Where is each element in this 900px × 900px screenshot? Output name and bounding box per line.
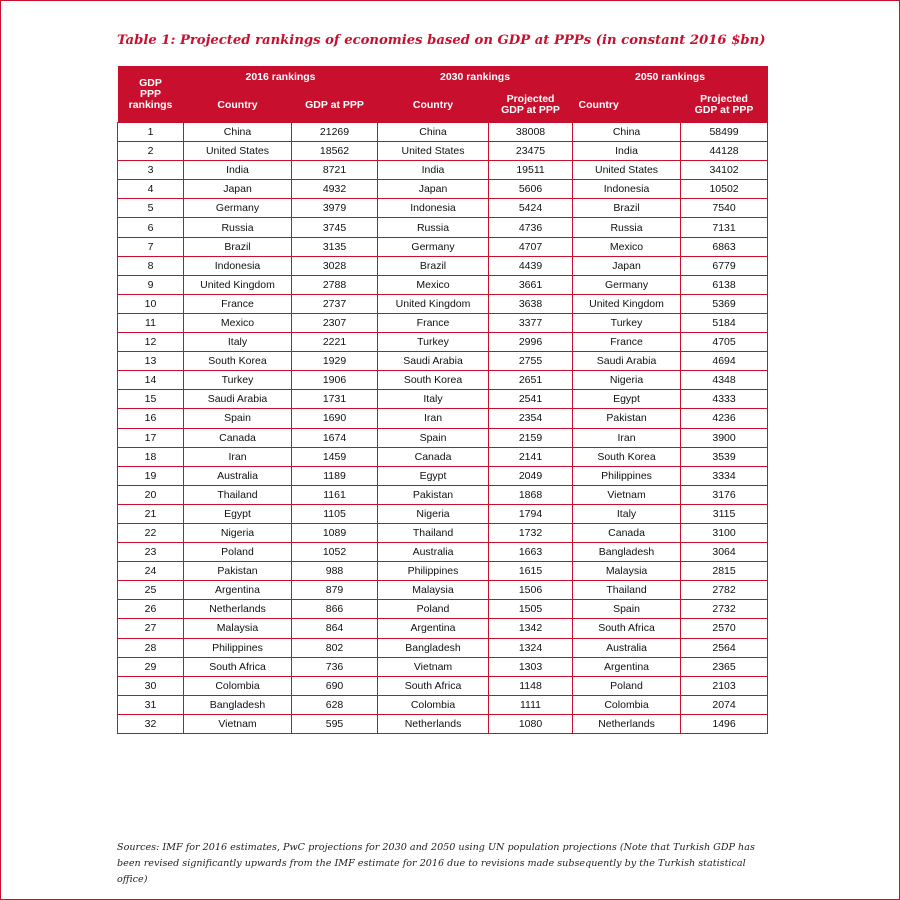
country-2016-cell: Argentina bbox=[184, 581, 292, 600]
gdp-2050-cell: 2074 bbox=[681, 695, 768, 714]
country-2050-cell: Thailand bbox=[573, 581, 681, 600]
gdp-2050-cell: 10502 bbox=[681, 180, 768, 199]
sources-note: Sources: IMF for 2016 estimates, PwC projections for 2030 and 2050 using UN population projections (Note that Turkish GDP has been revised significantly upwards from the IMF estimate for 2016 due to revisions made subsequently by the Turkish statistical office) bbox=[117, 842, 755, 885]
table-row bbox=[118, 600, 768, 619]
country-2030-cell: Australia bbox=[378, 543, 489, 562]
rank-cell: 21 bbox=[118, 504, 184, 523]
header-country-2030: Country bbox=[378, 88, 489, 123]
header-2030-rankings: 2030 rankings bbox=[378, 66, 573, 88]
country-2016-cell: South Korea bbox=[184, 352, 292, 371]
gdp-2030-cell: 1615 bbox=[489, 562, 573, 581]
table-row bbox=[118, 447, 768, 466]
country-2030-cell: Germany bbox=[378, 237, 489, 256]
rank-cell: 14 bbox=[118, 371, 184, 390]
country-2030-cell: Vietnam bbox=[378, 657, 489, 676]
country-2030-cell: Italy bbox=[378, 390, 489, 409]
country-2050-cell: Vietnam bbox=[573, 485, 681, 504]
gdp-2016-cell: 1161 bbox=[292, 485, 378, 504]
rank-cell: 18 bbox=[118, 447, 184, 466]
gdp-2030-cell: 4707 bbox=[489, 237, 573, 256]
rank-cell: 7 bbox=[118, 237, 184, 256]
gdp-2050-cell: 4236 bbox=[681, 409, 768, 428]
country-2030-cell: Indonesia bbox=[378, 199, 489, 218]
rank-cell: 11 bbox=[118, 313, 184, 332]
gdp-2016-cell: 1189 bbox=[292, 466, 378, 485]
rank-cell: 19 bbox=[118, 466, 184, 485]
gdp-2050-cell: 7540 bbox=[681, 199, 768, 218]
table-row bbox=[118, 123, 768, 142]
rank-cell: 31 bbox=[118, 695, 184, 714]
table-row bbox=[118, 638, 768, 657]
gdp-2016-cell: 8721 bbox=[292, 161, 378, 180]
rank-cell: 12 bbox=[118, 333, 184, 352]
gdp-2030-cell: 1732 bbox=[489, 523, 573, 542]
gdp-2030-cell: 1324 bbox=[489, 638, 573, 657]
country-2030-cell: Argentina bbox=[378, 619, 489, 638]
country-2030-cell: South Korea bbox=[378, 371, 489, 390]
table-row bbox=[118, 237, 768, 256]
country-2030-cell: United States bbox=[378, 142, 489, 161]
header-gdp-2050: Projected GDP at PPP bbox=[681, 88, 768, 123]
gdp-2016-cell: 1089 bbox=[292, 523, 378, 542]
country-2016-cell: Italy bbox=[184, 333, 292, 352]
gdp-2030-cell: 3377 bbox=[489, 313, 573, 332]
country-2030-cell: India bbox=[378, 161, 489, 180]
rank-cell: 32 bbox=[118, 714, 184, 733]
country-2050-cell: Colombia bbox=[573, 695, 681, 714]
country-2050-cell: Turkey bbox=[573, 313, 681, 332]
gdp-2016-cell: 3979 bbox=[292, 199, 378, 218]
table-row bbox=[118, 619, 768, 638]
country-2016-cell: Poland bbox=[184, 543, 292, 562]
gdp-2016-cell: 988 bbox=[292, 562, 378, 581]
country-2050-cell: Egypt bbox=[573, 390, 681, 409]
rank-cell: 15 bbox=[118, 390, 184, 409]
country-2030-cell: Egypt bbox=[378, 466, 489, 485]
country-2050-cell: United Kingdom bbox=[573, 294, 681, 313]
gdp-2030-cell: 1342 bbox=[489, 619, 573, 638]
rank-cell: 22 bbox=[118, 523, 184, 542]
gdp-2030-cell: 1794 bbox=[489, 504, 573, 523]
gdp-2016-cell: 1690 bbox=[292, 409, 378, 428]
gdp-2030-cell: 2755 bbox=[489, 352, 573, 371]
gdp-rankings-table bbox=[117, 66, 768, 734]
gdp-2016-cell: 1052 bbox=[292, 543, 378, 562]
table-row bbox=[118, 657, 768, 676]
header-2016-rankings: 2016 rankings bbox=[184, 66, 378, 88]
gdp-2016-cell: 628 bbox=[292, 695, 378, 714]
table-row bbox=[118, 142, 768, 161]
table-row bbox=[118, 676, 768, 695]
gdp-2016-cell: 18562 bbox=[292, 142, 378, 161]
country-2030-cell: Turkey bbox=[378, 333, 489, 352]
rank-cell: 5 bbox=[118, 199, 184, 218]
country-2030-cell: Nigeria bbox=[378, 504, 489, 523]
table-row bbox=[118, 294, 768, 313]
country-2016-cell: China bbox=[184, 123, 292, 142]
gdp-2050-cell: 44128 bbox=[681, 142, 768, 161]
rank-cell: 24 bbox=[118, 562, 184, 581]
gdp-2050-cell: 4333 bbox=[681, 390, 768, 409]
gdp-2030-cell: 23475 bbox=[489, 142, 573, 161]
country-2016-cell: Russia bbox=[184, 218, 292, 237]
country-2050-cell: Spain bbox=[573, 600, 681, 619]
country-2050-cell: Indonesia bbox=[573, 180, 681, 199]
country-2016-cell: Spain bbox=[184, 409, 292, 428]
table-row bbox=[118, 180, 768, 199]
gdp-2016-cell: 3745 bbox=[292, 218, 378, 237]
table-title: Table 1: Projected rankings of economies based on GDP at PPPs (in constant 2016 $bn) bbox=[117, 33, 766, 48]
gdp-2030-cell: 1111 bbox=[489, 695, 573, 714]
gdp-2016-cell: 866 bbox=[292, 600, 378, 619]
table-row bbox=[118, 161, 768, 180]
rank-cell: 10 bbox=[118, 294, 184, 313]
gdp-2016-cell: 1674 bbox=[292, 428, 378, 447]
gdp-2016-cell: 1929 bbox=[292, 352, 378, 371]
gdp-2050-cell: 58499 bbox=[681, 123, 768, 142]
country-2030-cell: Philippines bbox=[378, 562, 489, 581]
gdp-2016-cell: 595 bbox=[292, 714, 378, 733]
country-2030-cell: United Kingdom bbox=[378, 294, 489, 313]
country-2016-cell: Nigeria bbox=[184, 523, 292, 542]
country-2050-cell: Brazil bbox=[573, 199, 681, 218]
gdp-2016-cell: 690 bbox=[292, 676, 378, 695]
country-2016-cell: Japan bbox=[184, 180, 292, 199]
country-2016-cell: United Kingdom bbox=[184, 275, 292, 294]
gdp-2050-cell: 3334 bbox=[681, 466, 768, 485]
gdp-2050-cell: 2570 bbox=[681, 619, 768, 638]
country-2050-cell: Australia bbox=[573, 638, 681, 657]
country-2030-cell: South Africa bbox=[378, 676, 489, 695]
gdp-2050-cell: 3115 bbox=[681, 504, 768, 523]
gdp-2050-cell: 5184 bbox=[681, 313, 768, 332]
country-2030-cell: Pakistan bbox=[378, 485, 489, 504]
country-2050-cell: Italy bbox=[573, 504, 681, 523]
rank-cell: 23 bbox=[118, 543, 184, 562]
gdp-2016-cell: 21269 bbox=[292, 123, 378, 142]
gdp-2050-cell: 2564 bbox=[681, 638, 768, 657]
country-2016-cell: Vietnam bbox=[184, 714, 292, 733]
country-2016-cell: Egypt bbox=[184, 504, 292, 523]
country-2016-cell: Pakistan bbox=[184, 562, 292, 581]
gdp-2016-cell: 1731 bbox=[292, 390, 378, 409]
gdp-2016-cell: 3135 bbox=[292, 237, 378, 256]
country-2050-cell: Bangladesh bbox=[573, 543, 681, 562]
country-2030-cell: Brazil bbox=[378, 256, 489, 275]
country-2016-cell: Canada bbox=[184, 428, 292, 447]
table-row bbox=[118, 466, 768, 485]
country-2050-cell: Germany bbox=[573, 275, 681, 294]
header-country-2050: Country bbox=[573, 88, 681, 123]
table-row bbox=[118, 428, 768, 447]
country-2016-cell: Netherlands bbox=[184, 600, 292, 619]
rank-cell: 30 bbox=[118, 676, 184, 695]
country-2050-cell: Saudi Arabia bbox=[573, 352, 681, 371]
country-2050-cell: Netherlands bbox=[573, 714, 681, 733]
header-gdp-2030: Projected GDP at PPP bbox=[489, 88, 573, 123]
country-2016-cell: Germany bbox=[184, 199, 292, 218]
country-2050-cell: Nigeria bbox=[573, 371, 681, 390]
gdp-2030-cell: 1505 bbox=[489, 600, 573, 619]
gdp-2016-cell: 2788 bbox=[292, 275, 378, 294]
gdp-2030-cell: 2651 bbox=[489, 371, 573, 390]
gdp-2016-cell: 802 bbox=[292, 638, 378, 657]
gdp-2016-cell: 864 bbox=[292, 619, 378, 638]
gdp-2050-cell: 34102 bbox=[681, 161, 768, 180]
table-row bbox=[118, 562, 768, 581]
country-2050-cell: France bbox=[573, 333, 681, 352]
country-2016-cell: Colombia bbox=[184, 676, 292, 695]
header-2050-rankings: 2050 rankings bbox=[573, 66, 768, 88]
gdp-2030-cell: 2996 bbox=[489, 333, 573, 352]
country-2016-cell: India bbox=[184, 161, 292, 180]
gdp-2050-cell: 4705 bbox=[681, 333, 768, 352]
rank-cell: 8 bbox=[118, 256, 184, 275]
gdp-2030-cell: 3638 bbox=[489, 294, 573, 313]
rank-cell: 16 bbox=[118, 409, 184, 428]
gdp-2050-cell: 3176 bbox=[681, 485, 768, 504]
country-2030-cell: Bangladesh bbox=[378, 638, 489, 657]
header-rank: GDP PPP rankings bbox=[118, 66, 184, 123]
gdp-2016-cell: 1906 bbox=[292, 371, 378, 390]
country-2030-cell: Poland bbox=[378, 600, 489, 619]
country-2030-cell: Saudi Arabia bbox=[378, 352, 489, 371]
table-row bbox=[118, 485, 768, 504]
country-2030-cell: Thailand bbox=[378, 523, 489, 542]
gdp-2016-cell: 736 bbox=[292, 657, 378, 676]
gdp-2016-cell: 2221 bbox=[292, 333, 378, 352]
table-header bbox=[118, 66, 768, 123]
rank-cell: 9 bbox=[118, 275, 184, 294]
gdp-2050-cell: 6138 bbox=[681, 275, 768, 294]
table-row bbox=[118, 352, 768, 371]
gdp-2030-cell: 1506 bbox=[489, 581, 573, 600]
gdp-2050-cell: 2103 bbox=[681, 676, 768, 695]
gdp-2030-cell: 2159 bbox=[489, 428, 573, 447]
gdp-2030-cell: 19511 bbox=[489, 161, 573, 180]
table-row bbox=[118, 714, 768, 733]
country-2016-cell: Brazil bbox=[184, 237, 292, 256]
gdp-2016-cell: 2307 bbox=[292, 313, 378, 332]
gdp-2030-cell: 3661 bbox=[489, 275, 573, 294]
gdp-2030-cell: 2541 bbox=[489, 390, 573, 409]
country-2050-cell: Pakistan bbox=[573, 409, 681, 428]
country-2030-cell: Netherlands bbox=[378, 714, 489, 733]
country-2050-cell: South Africa bbox=[573, 619, 681, 638]
country-2016-cell: Philippines bbox=[184, 638, 292, 657]
table-row bbox=[118, 390, 768, 409]
country-2016-cell: United States bbox=[184, 142, 292, 161]
country-2030-cell: Malaysia bbox=[378, 581, 489, 600]
country-2050-cell: India bbox=[573, 142, 681, 161]
gdp-2030-cell: 1663 bbox=[489, 543, 573, 562]
gdp-2016-cell: 3028 bbox=[292, 256, 378, 275]
header-gdp-2016: GDP at PPP bbox=[292, 88, 378, 123]
country-2016-cell: Turkey bbox=[184, 371, 292, 390]
country-2050-cell: Philippines bbox=[573, 466, 681, 485]
table-row bbox=[118, 256, 768, 275]
country-2016-cell: Australia bbox=[184, 466, 292, 485]
table-row bbox=[118, 199, 768, 218]
country-2016-cell: Saudi Arabia bbox=[184, 390, 292, 409]
rank-cell: 26 bbox=[118, 600, 184, 619]
table-row bbox=[118, 695, 768, 714]
rank-cell: 2 bbox=[118, 142, 184, 161]
table-row bbox=[118, 371, 768, 390]
country-2050-cell: Poland bbox=[573, 676, 681, 695]
gdp-2050-cell: 4694 bbox=[681, 352, 768, 371]
gdp-2050-cell: 2782 bbox=[681, 581, 768, 600]
country-2050-cell: Canada bbox=[573, 523, 681, 542]
table-row bbox=[118, 409, 768, 428]
country-2030-cell: Canada bbox=[378, 447, 489, 466]
gdp-2050-cell: 3539 bbox=[681, 447, 768, 466]
country-2050-cell: Iran bbox=[573, 428, 681, 447]
rank-cell: 27 bbox=[118, 619, 184, 638]
gdp-2050-cell: 3900 bbox=[681, 428, 768, 447]
rank-cell: 1 bbox=[118, 123, 184, 142]
rank-cell: 25 bbox=[118, 581, 184, 600]
country-2050-cell: Argentina bbox=[573, 657, 681, 676]
country-2050-cell: Japan bbox=[573, 256, 681, 275]
gdp-2030-cell: 2354 bbox=[489, 409, 573, 428]
gdp-2050-cell: 2365 bbox=[681, 657, 768, 676]
country-2016-cell: Bangladesh bbox=[184, 695, 292, 714]
table-row bbox=[118, 523, 768, 542]
country-2016-cell: South Africa bbox=[184, 657, 292, 676]
gdp-2030-cell: 38008 bbox=[489, 123, 573, 142]
country-2050-cell: United States bbox=[573, 161, 681, 180]
country-2016-cell: Indonesia bbox=[184, 256, 292, 275]
table-row bbox=[118, 504, 768, 523]
table-row bbox=[118, 275, 768, 294]
gdp-2030-cell: 5606 bbox=[489, 180, 573, 199]
table-body bbox=[118, 123, 768, 734]
rank-cell: 3 bbox=[118, 161, 184, 180]
table-row bbox=[118, 333, 768, 352]
header-country-2016: Country bbox=[184, 88, 292, 123]
rank-cell: 17 bbox=[118, 428, 184, 447]
table-row bbox=[118, 543, 768, 562]
gdp-2016-cell: 1105 bbox=[292, 504, 378, 523]
rank-cell: 6 bbox=[118, 218, 184, 237]
country-2030-cell: Spain bbox=[378, 428, 489, 447]
country-2016-cell: Iran bbox=[184, 447, 292, 466]
country-2030-cell: Japan bbox=[378, 180, 489, 199]
country-2030-cell: Russia bbox=[378, 218, 489, 237]
gdp-2050-cell: 3100 bbox=[681, 523, 768, 542]
gdp-2030-cell: 1148 bbox=[489, 676, 573, 695]
country-2050-cell: South Korea bbox=[573, 447, 681, 466]
country-2050-cell: Russia bbox=[573, 218, 681, 237]
table-row bbox=[118, 313, 768, 332]
rank-cell: 28 bbox=[118, 638, 184, 657]
gdp-2016-cell: 879 bbox=[292, 581, 378, 600]
country-2016-cell: Mexico bbox=[184, 313, 292, 332]
country-2030-cell: Mexico bbox=[378, 275, 489, 294]
gdp-2030-cell: 1868 bbox=[489, 485, 573, 504]
country-2016-cell: Malaysia bbox=[184, 619, 292, 638]
gdp-2050-cell: 6779 bbox=[681, 256, 768, 275]
gdp-2050-cell: 2732 bbox=[681, 600, 768, 619]
gdp-2050-cell: 2815 bbox=[681, 562, 768, 581]
gdp-2030-cell: 1080 bbox=[489, 714, 573, 733]
gdp-2016-cell: 1459 bbox=[292, 447, 378, 466]
gdp-2030-cell: 2141 bbox=[489, 447, 573, 466]
rank-cell: 13 bbox=[118, 352, 184, 371]
country-2030-cell: France bbox=[378, 313, 489, 332]
table-row bbox=[118, 218, 768, 237]
gdp-2050-cell: 3064 bbox=[681, 543, 768, 562]
gdp-2016-cell: 2737 bbox=[292, 294, 378, 313]
rank-cell: 29 bbox=[118, 657, 184, 676]
gdp-2050-cell: 1496 bbox=[681, 714, 768, 733]
rank-cell: 20 bbox=[118, 485, 184, 504]
country-2030-cell: Iran bbox=[378, 409, 489, 428]
country-2016-cell: Thailand bbox=[184, 485, 292, 504]
rank-cell: 4 bbox=[118, 180, 184, 199]
gdp-2030-cell: 1303 bbox=[489, 657, 573, 676]
gdp-2016-cell: 4932 bbox=[292, 180, 378, 199]
gdp-2050-cell: 7131 bbox=[681, 218, 768, 237]
country-2030-cell: Colombia bbox=[378, 695, 489, 714]
country-2050-cell: Malaysia bbox=[573, 562, 681, 581]
gdp-2050-cell: 4348 bbox=[681, 371, 768, 390]
gdp-2030-cell: 2049 bbox=[489, 466, 573, 485]
gdp-2050-cell: 6863 bbox=[681, 237, 768, 256]
gdp-2030-cell: 5424 bbox=[489, 199, 573, 218]
table-row bbox=[118, 581, 768, 600]
country-2030-cell: China bbox=[378, 123, 489, 142]
gdp-2050-cell: 5369 bbox=[681, 294, 768, 313]
gdp-2030-cell: 4439 bbox=[489, 256, 573, 275]
country-2050-cell: China bbox=[573, 123, 681, 142]
country-2050-cell: Mexico bbox=[573, 237, 681, 256]
gdp-2030-cell: 4736 bbox=[489, 218, 573, 237]
country-2016-cell: France bbox=[184, 294, 292, 313]
